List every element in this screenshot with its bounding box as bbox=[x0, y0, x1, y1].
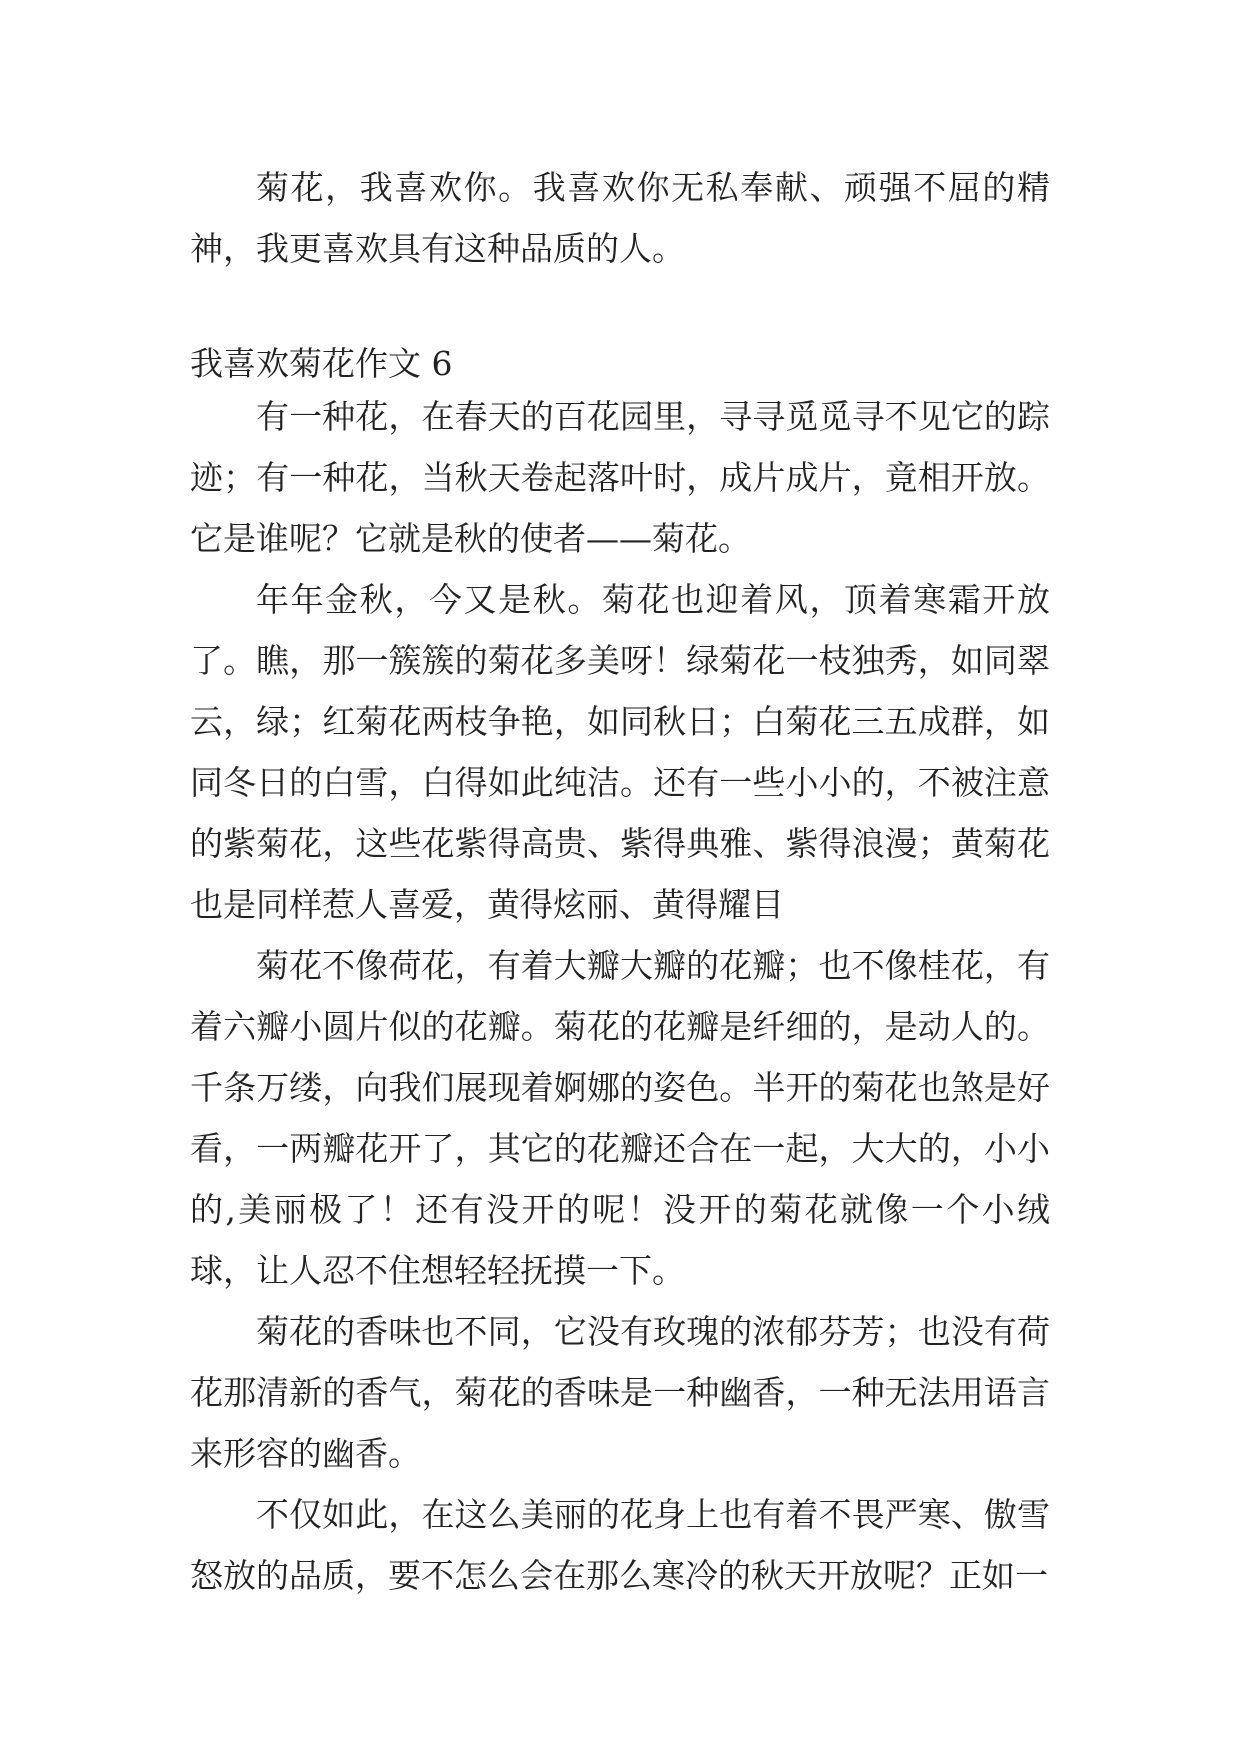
top-text-block bbox=[190, 157, 1050, 279]
paragraph-4: 菊花的香味也不同，它没有玫瑰的浓郁芬芳；也没有荷花那清新的香气，菊花的香味是一种幽香，一种无法用语言来形容的幽香。 bbox=[190, 1312, 1050, 1473]
paragraph-closing: 菊花，我喜欢你。我喜欢你无私奉献、顽强不屈的精神，我更喜欢具有这种品质的人。 bbox=[190, 168, 1050, 268]
paragraph-5: 不仅如此，在这么美丽的花身上也有着不畏严寒、傲雪怒放的品质，要不怎么会在那么寒冷的秋天开放呢？正如一 bbox=[190, 1495, 1050, 1595]
section-title: 我喜欢菊花作文 6 bbox=[190, 344, 453, 383]
paragraph-1: 有一种花，在春天的百花园里，寻寻觅觅寻不见它的踪迹；有一种花，当秋天卷起落叶时，成片成片，竟相开放。它是谁呢？它就是秋的使者——菊花。 bbox=[190, 397, 1050, 558]
paragraph-3: 菊花不像荷花，有着大瓣大瓣的花瓣；也不像桂花，有着六瓣小圆片似的花瓣。菊花的花瓣是纤细的，是动人的。千条万缕，向我们展现着婀娜的姿色。半开的菊花也煞是好看，一两瓣花开了，其它的花瓣还合在一起，大大的，小小的,美丽极了！还有没开的呢！没开的菊花就像一个小绒球，让人忍不住想轻轻抚摸一下。 bbox=[190, 946, 1050, 1290]
paragraph-2: 年年金秋，今又是秋。菊花也迎着风，顶着寒霜开放了。瞧，那一簇簇的菊花多美呀！绿菊花一枝独秀，如同翠云，绿；红菊花两枝争艳，如同秋日；白菊花三五成群，如同冬日的白雪，白得如此纯洁。还有一些小小的，不被注意的紫菊花，这些花紫得高贵、紫得典雅、紫得浪漫；黄菊花也是同样惹人喜爱，黄得炫丽、黄得耀目 bbox=[190, 580, 1050, 924]
essay-body bbox=[190, 386, 1050, 1606]
